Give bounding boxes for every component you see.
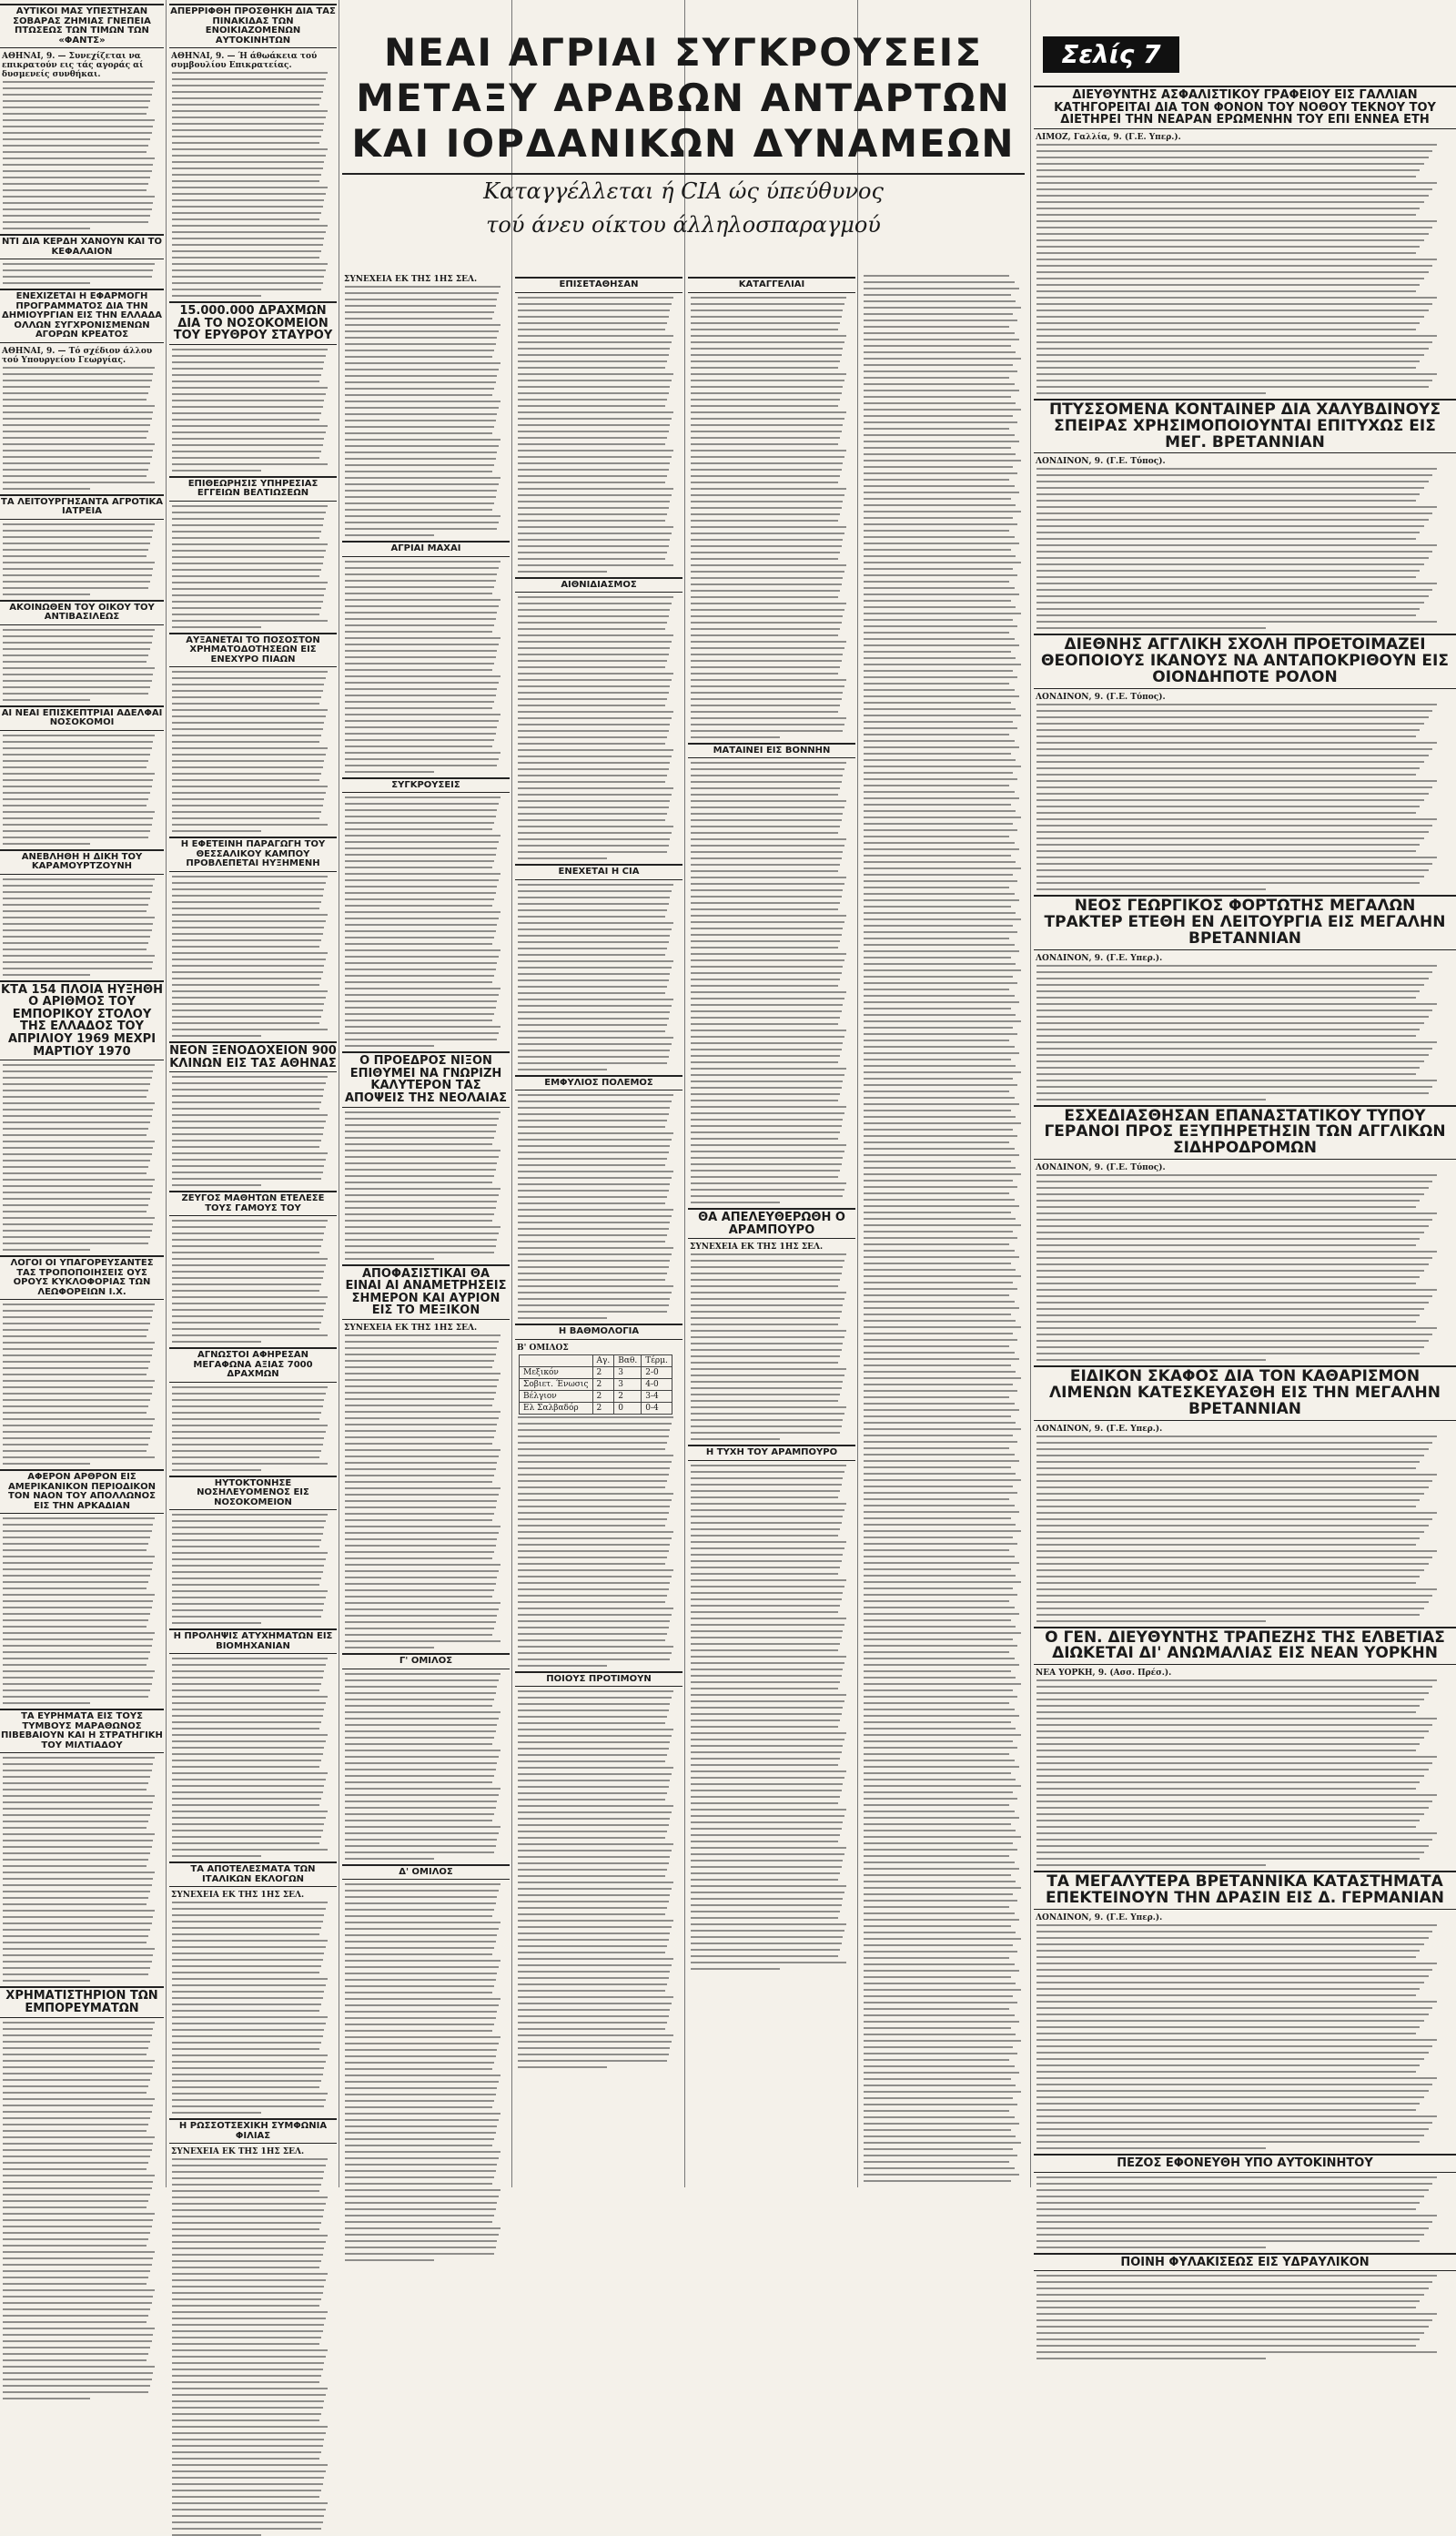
- table-cell: 0: [614, 1402, 642, 1414]
- column-rule: [684, 0, 685, 2187]
- article-headline: ΛΟΓΟΙ ΟΙ ΥΠΑΓΟΡΕΥΣΑΝΤΕΣ ΤΑΣ ΤΡΟΠΟΠΟΙΗΣΕΙΣ ΟΥΣ ΟΡΟΥΣ ΚΥΚΛΟΦΟΡΙΑΣ ΤΩΝ ΛΕΩΦΟΡΕΙΩΝ Ι.Χ.: [0, 1255, 164, 1300]
- article: [0, 289, 164, 490]
- article-body-lines: [518, 1690, 680, 2068]
- article: [0, 980, 164, 1252]
- article-headline: ΠΟΙΟΥΣ ΠΡΟΤΙΜΟΥΝ: [515, 1671, 682, 1688]
- article-body-lines: [345, 1334, 507, 1648]
- article-body-lines: [3, 1517, 161, 1704]
- article: [169, 1041, 337, 1186]
- article-dateline: ΣΥΝΕΧΕΙΑ ΕΚ ΤΗΣ 1ΗΣ ΣΕΛ.: [171, 2147, 305, 2157]
- article-dateline: ΛΟΝΔΙΝΟΝ, 9. (Γ.Ε. Τύπος).: [1036, 457, 1166, 467]
- table-row: [520, 1390, 672, 1402]
- article-body-lines: [172, 1658, 334, 1857]
- article-headline: Γ' ΟΜΙΛΟΣ: [342, 1653, 510, 1669]
- article-headline: ΑΓΝΩΣΤΟΙ ΑΦΗΡΕΣΑΝ ΜΕΓΑΦΩΝΑ ΑΞΙΑΣ 7000 ΔΡΑΧΜΩΝ: [169, 1347, 337, 1383]
- article-body-lines: [518, 884, 680, 1070]
- article: [169, 4, 337, 297]
- table-cell: 0-4: [642, 1402, 672, 1414]
- article-body-lines: [345, 286, 507, 536]
- article-body-lines: [172, 505, 334, 628]
- article-body-lines: [3, 735, 161, 845]
- lead-headline-line-3: ΚΑΙ ΙΟΡΔΑΝΙΚΩΝ ΔΥΝΑΜΕΩΝ: [351, 121, 1016, 167]
- column-3: [342, 273, 510, 2187]
- article-headline: ΕΝΕΧΕΤΑΙ Η CIA: [515, 864, 682, 880]
- article-headline: ΔΙΕΘΝΗΣ ΑΓΓΛΙΚΗ ΣΧΟΛΗ ΠΡΟΕΤΟΙΜΑΖΕΙ ΘΕΟΠΟΙΟΥΣ ΙΚΑΝΟΥΣ ΝΑ ΑΝΤΑΠΟΚΡΙΘΟΥΝ ΕΙΣ ΟΙΟΝΔΗΠΟΤΕ ΡΟΛΟΝ: [1034, 634, 1456, 689]
- article-body-lines: [691, 762, 853, 1203]
- article-headline: ΜΑΤΑΙΝΕΙ ΕΙΣ ΒΟΝΝΗΝ: [688, 743, 855, 759]
- article: [1034, 1365, 1456, 1622]
- article-body-lines: [3, 2022, 161, 2399]
- article-headline: Η ΠΡΟΛΗΨΙΣ ΑΤΥΧΗΜΑΤΩΝ ΕΙΣ ΒΙΟΜΗΧΑΝΙΑΝ: [169, 1628, 337, 1654]
- article-headline: Η ΕΦΕΤΕΙΝΗ ΠΑΡΑΓΩΓΗ ΤΟΥ ΘΕΣΣΑΛΙΚΟΥ ΚΑΜΠΟΥ ΠΡΟΒΛΕΠΕΤΑΙ ΗΥΞΗΜΕΝΗ: [169, 837, 337, 872]
- article: [1034, 895, 1456, 1101]
- article-body-lines: [345, 796, 507, 1047]
- article-headline: Η ΤΥΧΗ ΤΟΥ ΑΡΑΜΠΟΥΡΟ: [688, 1445, 855, 1461]
- table-cell: 3: [614, 1366, 642, 1378]
- article-headline: ΠΟΙΝΗ ΦΥΛΑΚΙΣΕΩΣ ΕΙΣ ΥΔΡΑΥΛΙΚΟΝ: [1034, 2253, 1456, 2272]
- article: [342, 1051, 510, 1260]
- column-4: [515, 273, 682, 2187]
- table-header-cell: Βαθ.: [614, 1354, 642, 1366]
- column-rule: [857, 0, 858, 2187]
- article-body-lines: [345, 1883, 507, 2261]
- article: [1034, 2154, 1456, 2248]
- article-dateline: ΣΥΝΕΧΕΙΑ ΕΚ ΤΗΣ 1ΗΣ ΣΕΛ.: [344, 275, 478, 284]
- standings-table: [519, 1354, 672, 1415]
- article: [169, 1347, 337, 1471]
- column-5: [688, 273, 855, 2187]
- article: [169, 1191, 337, 1343]
- article: [515, 1671, 682, 2069]
- column-1: [0, 0, 164, 2187]
- article: [515, 1324, 682, 1667]
- article-body-lines: [1036, 144, 1453, 394]
- column-7: [1034, 82, 1456, 2269]
- article: [342, 777, 510, 1048]
- article-headline: ΖΕΥΓΟΣ ΜΑΘΗΤΩΝ ΕΤΕΛΕΣΕ ΤΟΥΣ ΓΑΜΟΥΣ ΤΟΥ: [169, 1191, 337, 1216]
- article: [1034, 1627, 1456, 1867]
- article: [1034, 2253, 1456, 2360]
- article-dateline: ΛΟΝΔΙΝΟΝ, 9. (Γ.Ε. Υπερ.).: [1036, 1912, 1163, 1922]
- column-rule: [1030, 0, 1031, 2187]
- table-cell: 2: [592, 1390, 614, 1402]
- article: [0, 849, 164, 976]
- article-body-lines: [1036, 1435, 1453, 1622]
- article: [0, 494, 164, 595]
- article: [169, 301, 337, 472]
- article-headline: ΤΑ ΛΕΙΤΟΥΡΓΗΣΑΝΤΑ ΑΓΡΟΤΙΚΑ ΙΑΤΡΕΙΑ: [0, 494, 164, 520]
- table-header-cell: [520, 1354, 593, 1366]
- article-body-lines: [172, 671, 334, 832]
- article: [688, 1208, 855, 1440]
- article-headline: ΣΥΓΚΡΟΥΣΕΙΣ: [342, 777, 510, 794]
- article: [1034, 634, 1456, 890]
- article-headline: Ο ΓΕΝ. ΔΙΕΥΘΥΝΤΗΣ ΤΡΑΠΕΖΗΣ ΤΗΣ ΕΛΒΕΤΙΑΣ ΔΙΩΚΕΤΑΙ ΔΙ' ΑΝΩΜΑΛΙΑΣ ΕΙΣ ΝΕΑΝ ΥΟΡΚΗΝ: [1034, 1627, 1456, 1666]
- article-headline: Η ΒΑΘΜΟΛΟΓΙΑ: [515, 1324, 682, 1340]
- article: [515, 1075, 682, 1320]
- article-headline: ΤΑ ΕΥΡΗΜΑΤΑ ΕΙΣ ΤΟΥΣ ΤΥΜΒΟΥΣ ΜΑΡΑΘΩΝΟΣ ΠΙΒΕΒΑΙΟΥΝ ΚΑΙ Η ΣΤΡΑΤΗΓΙΚΗ ΤΟΥ ΜΙΛΤΙΑΔΟΥ: [0, 1709, 164, 1753]
- article: [0, 1255, 164, 1465]
- table-cell: 2: [592, 1366, 614, 1378]
- table-cell: 3: [614, 1378, 642, 1390]
- article-body-lines: [3, 629, 161, 701]
- article: [515, 577, 682, 860]
- article-body-lines: [172, 349, 334, 472]
- article: [169, 633, 337, 833]
- article-headline: ΕΠΙΣΕΤΑΘΗΣΑΝ: [515, 277, 682, 293]
- article-headline: ΗΥΤΟΚΤΟΝΗΣΕ ΝΟΣΗΛΕΥΟΜΕΝΟΣ ΕΙΣ ΝΟΣΟΚΟΜΕΙΟΝ: [169, 1476, 337, 1511]
- article-body-lines: [345, 561, 507, 773]
- table-cell: 2: [592, 1402, 614, 1414]
- article: [515, 864, 682, 1070]
- table-row: [520, 1366, 672, 1378]
- article-body-lines: [518, 596, 680, 859]
- article-headline: Ο ΠΡΟΕΔΡΟΣ ΝΙΞΟΝ ΕΠΙΘΥΜΕΙ ΝΑ ΓΝΩΡΙΖΗ ΚΑΛΥΤΕΡΟΝ ΤΑΣ ΑΠΟΨΕΙΣ ΤΗΣ ΝΕΟΛΑΙΑΣ: [342, 1051, 510, 1108]
- article-body-lines: [3, 81, 161, 229]
- article-headline: Δ' ΟΜΙΛΟΣ: [342, 1864, 510, 1881]
- article-headline: ΑΙ ΝΕΑΙ ΕΠΙΣΚΕΠΤΡΙΑΙ ΑΔΕΛΦΑΙ ΝΟΣΟΚΟΜΟΙ: [0, 705, 164, 731]
- article-dateline: ΛΙΜΟΖ, Γαλλία, 9. (Γ.Ε. Υπερ.).: [1036, 132, 1181, 142]
- table-row: [520, 1402, 672, 1414]
- article-dateline: Β' ΟΜΙΛΟΣ: [517, 1343, 569, 1353]
- article-body-lines: [3, 1304, 161, 1465]
- article-body-lines: [691, 1253, 853, 1440]
- table-cell: Ελ Σαλβαδόρ: [520, 1402, 593, 1414]
- table-cell: 2-0: [642, 1366, 672, 1378]
- lead-subheadline-line-2: τού άνευ οίκτου άλληλοσπαραγμού: [486, 212, 881, 238]
- article: [342, 1264, 510, 1649]
- article: [688, 743, 855, 1204]
- article-body-lines: [1036, 2176, 1453, 2248]
- article-headline: ΧΡΗΜΑΤΙΣΤΗΡΙΟΝ ΤΩΝ ΕΜΠΟΡΕΥΜΑΤΩΝ: [0, 1986, 164, 2017]
- article-headline: ΘΑ ΑΠΕΛΕΥΘΕΡΩΘΗ Ο ΑΡΑΜΠΟΥΡΟ: [688, 1208, 855, 1239]
- article-dateline: ΝΕΑ ΥΟΡΚΗ, 9. (Ασσ. Πρέσ.).: [1036, 1669, 1172, 1679]
- article-headline: ΕΠΙΘΕΩΡΗΣΙΣ ΥΠΗΡΕΣΙΑΣ ΕΓΓΕΙΩΝ ΒΕΛΤΙΩΣΕΩΝ: [169, 476, 337, 502]
- article-headline: ΝΕΟΝ ΞΕΝΟΔΟΧΕΙΟΝ 900 ΚΛΙΝΩΝ ΕΙΣ ΤΑΣ ΑΘΗΝΑΣ: [169, 1041, 337, 1072]
- article: [0, 1469, 164, 1704]
- article: [0, 234, 164, 284]
- article-body-lines: [1036, 2275, 1453, 2359]
- article-headline: ΕΜΦΥΛΙΟΣ ΠΟΛΕΜΟΣ: [515, 1075, 682, 1091]
- article-headline: ΑΠΕΡΡΙΦΘΗ ΠΡΟΣΘΗΚΗ ΔΙΑ ΤΑΣ ΠΙΝΑΚΙΔΑΣ ΤΩΝ ΕΝΟΙΚΙΑΖΟΜΕΝΩΝ ΑΥΤΟΚΙΝΗΤΩΝ: [169, 4, 337, 48]
- article-dateline: ΣΥΝΕΧΕΙΑ ΕΚ ΤΗΣ 1ΗΣ ΣΕΛ.: [344, 1324, 478, 1334]
- article-body-lines: [3, 878, 161, 976]
- article-body-lines: [1036, 1174, 1453, 1361]
- article: [169, 1861, 337, 2114]
- article-body-lines: [345, 1673, 507, 1860]
- table-cell: 3-4: [642, 1390, 672, 1402]
- article: [342, 541, 510, 773]
- table-header-cell: Τέρμ.: [642, 1354, 672, 1366]
- article-headline: ΑΥΤΙΚΟΙ ΜΑΣ ΥΠΕΣΤΗΣΑΝ ΣΟΒΑΡΑΣ ΖΗΜΙΑΣ ΓΝΕΠΕΙΑ ΠΤΩΣΕΩΣ ΤΩΝ ΤΙΜΩΝ ΤΩΝ «ΦΑΝΤΣ»: [0, 4, 164, 48]
- article-body-lines: [172, 876, 334, 1037]
- article: [169, 476, 337, 628]
- article-body-lines: [518, 297, 680, 573]
- article-headline: ΕΣΧΕΔΙΑΣΘΗΣΑΝ ΕΠΑΝΑΣΤΑΤΙΚΟΥ ΤΥΠΟΥ ΓΕΡΑΝΟΙ ΠΡΟΣ ΕΞΥΠΗΡΕΤΗΣΙΝ ΤΩΝ ΑΓΓΛΙΚΩΝ ΣΙΔΗΡΟΔΡΟΜΩΝ: [1034, 1105, 1456, 1161]
- article-headline: ΕΙΔΙΚΟΝ ΣΚΑΦΟΣ ΔΙΑ ΤΟΝ ΚΑΘΑΡΙΣΜΟΝ ΛΙΜΕΝΩΝ ΚΑΤΕΣΚΕΥΑΣΘΗ ΕΙΣ ΤΗΝ ΜΕΓΑΛΗΝ ΒΡΕΤΑΝΝΙΑΝ: [1034, 1365, 1456, 1421]
- article-body-lines: [691, 1465, 853, 1970]
- article-body-lines: [3, 523, 161, 595]
- article-dateline: ΑΘΗΝΑΙ, 9. — Τό σχέδιον άλλου τού Υπουργείου Γεωργίας.: [2, 346, 153, 365]
- article-body-lines: [1036, 965, 1453, 1101]
- article: [342, 1653, 510, 1860]
- article-headline: ΚΤΑ 154 ΠΛΟΙΑ ΗΥΞΗΘΗ Ο ΑΡΙΘΜΟΣ ΤΟΥ ΕΜΠΟΡΙΚΟΥ ΣΤΟΛΟΥ ΤΗΣ ΕΛΛΑΔΟΣ ΤΟΥ ΑΠΡΙΛΙΟΥ 1969 ΜΕΧΡΙ ΜΑΡΤΙΟΥ 1970: [0, 980, 164, 1061]
- article-dateline: ΛΟΝΔΙΝΟΝ, 9. (Γ.Ε. Τύπος).: [1036, 1163, 1166, 1173]
- article-body-lines: [518, 1094, 680, 1319]
- article: [0, 600, 164, 701]
- article-body-lines: [1036, 468, 1453, 629]
- article-dateline: ΛΟΝΔΙΝΟΝ, 9. (Γ.Ε. Υπερ.).: [1036, 953, 1163, 963]
- article-headline: ΠΕΖΟΣ ΕΦΟΝΕΥΘΗ ΥΠΟ ΑΥΤΟΚΙΝΗΤΟΥ: [1034, 2154, 1456, 2173]
- article-headline: ΤΑ ΜΕΓΑΛΥΤΕΡΑ ΒΡΕΤΑΝΝΙΚΑ ΚΑΤΑΣΤΗΜΑΤΑ ΕΠΕΚΤΕΙΝΟΥΝ ΤΗΝ ΔΡΑΣΙΝ ΕΙΣ Δ. ΓΕΡΜΑΝΙΑΝ: [1034, 1871, 1456, 1910]
- article-headline: ΕΝΕΧΙΖΕΤΑΙ Η ΕΦΑΡΜΟΓΗ ΠΡΟΓΡΑΜΜΑΤΟΣ ΔΙΑ ΤΗΝ ΔΗΜΙΟΥΡΓΙΑΝ ΕΙΣ ΤΗΝ ΕΛΛΑΔΑ ΟΛΛΩΝ ΣΥΓΧΡΟΝΙΣΜΕΝΩΝ ΑΓΟΡΩΝ ΚΡΕΑΤΟΣ: [0, 289, 164, 343]
- column-rule: [511, 0, 512, 2187]
- article-body-lines: [1036, 1924, 1453, 2149]
- article-body-lines: [518, 1416, 680, 1667]
- article-body-lines: [691, 297, 853, 738]
- article-body-lines: [172, 72, 334, 297]
- article-dateline: ΑΘΗΝΑΙ, 9. — Συνεχίζεται να επικρατούν εις τάς αγοράς αί δυσμενείς συνθήκαι.: [2, 52, 144, 79]
- article-headline: ΔΙΕΥΘΥΝΤΗΣ ΑΣΦΑΛΙΣΤΙΚΟΥ ΓΡΑΦΕΙΟΥ ΕΙΣ ΓΑΛΛΙΑΝ ΚΑΤΗΓΟΡΕΙΤΑΙ ΔΙΑ ΤΟΝ ΦΟΝΟΝ ΤΟΥ ΝΟΘΟΥ ΤΕΚΝΟΥ ΤΟΥ ΔΙΕΤΗΡΕΙ ΤΗΝ ΝΕΑΡΑΝ ΕΡΩΜΕΝΗΝ ΤΟΥ ΕΠΙ ΕΝΝΕΑ ΕΤΗ: [1034, 86, 1456, 129]
- article: [688, 277, 855, 738]
- article-headline: ΑΚΟΙΝΩΘΕΝ ΤΟΥ ΟΙΚΟΥ ΤΟΥ ΑΝΤΙΒΑΣΙΛΕΩΣ: [0, 600, 164, 625]
- table-header-row: [520, 1354, 672, 1366]
- column-6: [861, 273, 1028, 2187]
- article-body-lines: [1036, 1679, 1453, 1866]
- article-body-lines: [172, 1514, 334, 1624]
- article-headline: ΑΠΟΦΑΣΙΣΤΙΚΑΙ ΘΑ ΕΙΝΑΙ ΑΙ ΑΝΑΜΕΤΡΗΣΕΙΣ ΣΗΜΕΡΟΝ ΚΑΙ ΑΥΡΙΟΝ ΕΙΣ ΤΟ ΜΕΞΙΚΟΝ: [342, 1264, 510, 1321]
- column-rule: [166, 0, 167, 2187]
- column-2: [169, 0, 337, 2187]
- table-cell: Μεξικόν: [520, 1366, 593, 1378]
- article-body-lines: [172, 1902, 334, 2114]
- table-cell: 4-0: [642, 1378, 672, 1390]
- article-body-lines: [345, 1111, 507, 1260]
- article-headline: ΑΓΡΙΑΙ ΜΑΧΑΙ: [342, 541, 510, 557]
- article: [169, 2118, 337, 2536]
- article-dateline: ΛΟΝΔΙΝΟΝ, 9. (Γ.Ε. Υπερ.).: [1036, 1424, 1163, 1434]
- article: [342, 275, 510, 536]
- article-dateline: ΛΟΝΔΙΝΟΝ, 9. (Γ.Ε. Τύπος).: [1036, 692, 1166, 702]
- article-body-lines: [1036, 704, 1453, 890]
- article: [1034, 399, 1456, 630]
- article-dateline: ΑΘΗΝΑΙ, 9. — Ή άθωάκεια τού συμβουλίου Επικρατείας.: [171, 52, 318, 70]
- article: [0, 1986, 164, 2399]
- article-headline: 15.000.000 ΔΡΑΧΜΩΝ ΔΙΑ ΤΟ ΝΟΣΟΚΟΜΕΙΟΝ ΤΟΥ ΕΡΥΘΡΟΥ ΣΤΑΥΡΟΥ: [169, 301, 337, 345]
- article: [1034, 1871, 1456, 2149]
- table-cell: 2: [614, 1390, 642, 1402]
- article-headline: ΑΥΞΑΝΕΤΑΙ ΤΟ ΠΟΣΟΣΤΟΝ ΧΡΗΜΑΤΟΔΟΤΗΣΕΩΝ ΕΙΣ ΕΝΕΧΥΡΟ ΠΙΑΩΝ: [169, 633, 337, 668]
- table-cell: 2: [592, 1378, 614, 1390]
- table-header-cell: Αγ.: [592, 1354, 614, 1366]
- table-cell: Βέλγιον: [520, 1390, 593, 1402]
- article: [0, 705, 164, 845]
- article-body-lines: [3, 1757, 161, 1982]
- article-headline: ΑΙΘΝΙΔΙΑΣΜΟΣ: [515, 577, 682, 593]
- article-body-lines: [3, 367, 161, 490]
- article-body-lines: [864, 275, 1026, 2182]
- article-body-lines: [172, 2158, 334, 2536]
- article-body-lines: [172, 1386, 334, 1471]
- lead-headline-line-1: ΝΕΑΙ ΑΓΡΙΑΙ ΣΥΓΚΡΟΥΣΕΙΣ: [383, 30, 984, 75]
- lead-headline-line-2: ΜΕΤΑΞΥ ΑΡΑΒΩΝ ΑΝΤΑΡΤΩΝ: [356, 76, 1011, 121]
- article: [342, 1864, 510, 2262]
- article: [169, 1628, 337, 1857]
- article: [1034, 1105, 1456, 1362]
- article-headline: ΝΕΟΣ ΓΕΩΡΓΙΚΟΣ ΦΟΡΤΩΤΗΣ ΜΕΓΑΛΩΝ ΤΡΑΚΤΕΡ ΕΤΕΘΗ ΕΝ ΛΕΙΤΟΥΡΓΙΑ ΕΙΣ ΜΕΓΑΛΗΝ ΒΡΕΤΑΝΝΙΑΝ: [1034, 895, 1456, 950]
- article: [169, 837, 337, 1037]
- article-headline: ΝΤΙ ΔΙΑ ΚΕΡΔΗ ΧΑΝΟΥΝ ΚΑΙ ΤΟ ΚΕΦΑΛΑΙΟΝ: [0, 234, 164, 259]
- article-headline: Η ΡΩΣΣΟΤΣΕΧΙΚΗ ΣΥΜΦΩΝΙΑ ΦΙΛΙΑΣ: [169, 2118, 337, 2144]
- article-headline: ΚΑΤΑΓΓΕΛΙΑΙ: [688, 277, 855, 293]
- article-body-lines: [3, 263, 161, 284]
- article: [0, 4, 164, 229]
- article-headline: ΑΝΕΒΛΗΘΗ Η ΔΙΚΗ ΤΟΥ ΚΑΡΑΜΟΥΡΤΖΟΥΝΗ: [0, 849, 164, 875]
- section-tag: Σελίς 7: [1043, 36, 1179, 73]
- article: [169, 1476, 337, 1625]
- article-headline: ΑΦΕΡΟΝ ΑΡΘΡΟΝ ΕΙΣ ΑΜΕΡΙΚΑΝΙΚΟΝ ΠΕΡΙΟΔΙΚΟΝ ΤΟΝ ΝΑΟΝ ΤΟΥ ΑΠΟΛΛΩΝΟΣ ΕΙΣ ΤΗΝ ΑΡΚΑΔΙΑΝ: [0, 1469, 164, 1514]
- table-cell: Σοβιετ. Ένωσις: [520, 1378, 593, 1390]
- article: [688, 1445, 855, 1970]
- article-body-lines: [3, 1064, 161, 1251]
- article-dateline: ΣΥΝΕΧΕΙΑ ΕΚ ΤΗΣ 1ΗΣ ΣΕΛ.: [690, 1243, 824, 1253]
- article: [0, 1709, 164, 1982]
- lead-subheadline-line-1: Καταγγέλλεται ή CIA ώς ύπεύθυνος: [342, 173, 1025, 205]
- article-body-lines: [172, 1076, 334, 1186]
- table-row: [520, 1378, 672, 1390]
- lead-headline-block: [342, 27, 1025, 273]
- article: [515, 277, 682, 573]
- article-dateline: ΣΥΝΕΧΕΙΑ ΕΚ ΤΗΣ 1ΗΣ ΣΕΛ.: [171, 1891, 305, 1901]
- article-headline: ΤΑ ΑΠΟΤΕΛΕΣΜΑΤΑ ΤΩΝ ΙΤΑΛΙΚΩΝ ΕΚΛΟΓΩΝ: [169, 1861, 337, 1887]
- article-body-lines: [172, 1220, 334, 1343]
- article: [1034, 86, 1456, 394]
- article-headline: ΠΤΥΣΣΟΜΕΝΑ ΚΟΝΤΑΙΝΕΡ ΔΙΑ ΧΑΛΥΒΔΙΝΟΥΣ ΣΠΕΙΡΑΣ ΧΡΗΣΙΜΟΠΟΙΟΥΝΤΑΙ ΕΠΙΤΥΧΩΣ ΕΙΣ ΜΕΓ. ΒΡΕΤΑΝΝΙΑΝ: [1034, 399, 1456, 454]
